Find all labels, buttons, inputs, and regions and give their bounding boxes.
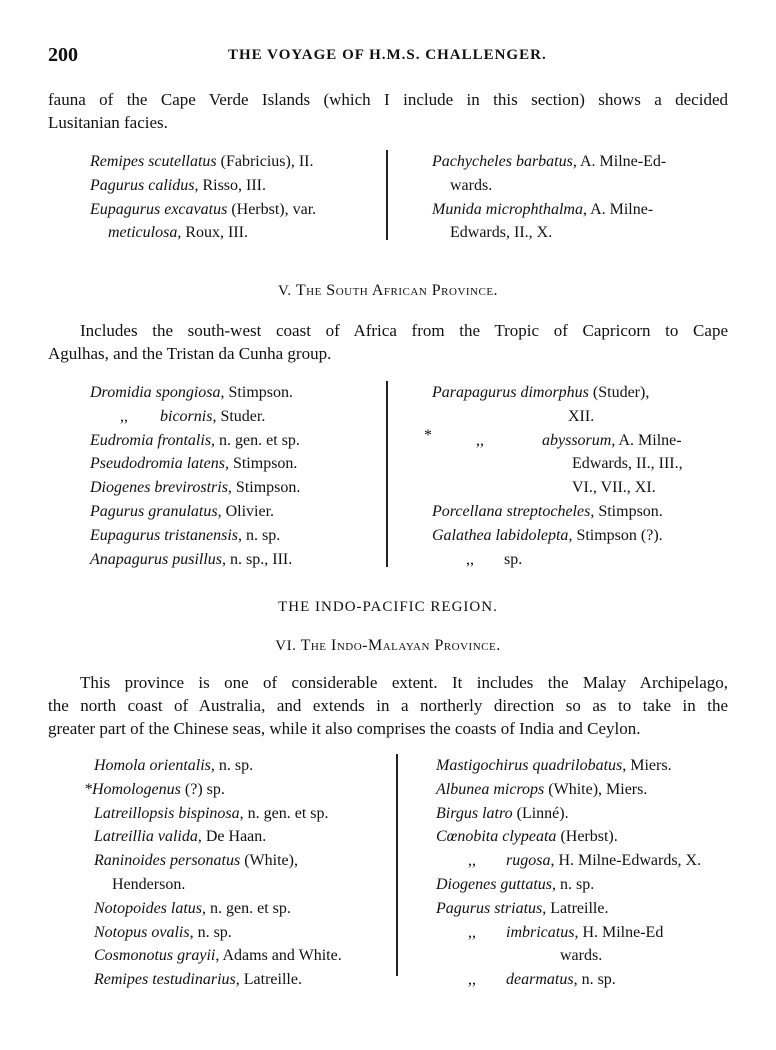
ditto-mark: ,,	[476, 431, 484, 449]
south-african-paragraph	[48, 319, 728, 365]
species-entry: Munida microphthalma, A. Milne-	[432, 200, 654, 218]
ditto-mark: ,,	[468, 971, 476, 989]
species-entry: wards.	[560, 947, 603, 965]
species-entry: Parapagurus dimorphus (Studer),	[432, 384, 650, 401]
species-entry: *Homologenus (?) sp.	[84, 780, 225, 798]
page-number: 200	[48, 44, 78, 66]
species-column-right	[436, 754, 701, 992]
section-heading-vi: VI. The Indo-Malayan Province.	[275, 637, 501, 654]
species-entry: Raninoides personatus (White),	[94, 852, 298, 870]
species-entry: Notopoides latus, n. gen. et sp.	[94, 899, 291, 917]
ditto-mark: ,,	[468, 852, 476, 870]
species-entry: Latreillia valida, De Haan.	[94, 828, 267, 846]
paragraph-line: fauna of the Cape Verde Islands (which I include in this section) shows a decided	[48, 90, 728, 109]
species-entry: Mastigochirus quadrilobatus, Miers.	[436, 757, 672, 774]
species-entry: ,, sp.	[466, 550, 523, 568]
species-entry: ,, bicornis, Studer.	[120, 407, 266, 425]
paragraph-line: greater part of the Chinese seas, while it also comprises the coasts of India and Ceylon.	[48, 719, 641, 738]
species-entry: Henderson.	[112, 875, 186, 893]
species-entry: Albunea microps (White), Miers.	[436, 780, 648, 798]
intro-paragraph	[48, 88, 728, 134]
species-list-south-african	[0, 381, 776, 571]
species-entry: Edwards, II., III.,	[572, 455, 683, 473]
species-entry: Cosmonotus grayii, Adams and White.	[94, 947, 342, 965]
species-entry: Remipes scutellatus (Fabricius), II.	[90, 153, 314, 170]
ditto-mark: ,,	[466, 550, 474, 568]
species-entry: Anapagurus pusillus, n. sp., III.	[90, 550, 293, 568]
species-entry: meticulosa, Roux, III.	[108, 224, 248, 242]
species-entry: VI., VII., XI.	[572, 479, 656, 497]
species-column-left	[90, 150, 316, 245]
column-divider	[396, 754, 398, 976]
species-entry: Pachycheles barbatus, A. Milne-Ed-	[432, 153, 667, 170]
running-title: THE VOYAGE OF H.M.S. CHALLENGER.	[228, 47, 547, 63]
species-list-indo-malayan	[0, 754, 776, 994]
species-entry: Diogenes guttatus, n. sp.	[436, 875, 595, 893]
asterisk-mark: *	[424, 427, 432, 444]
species-entry: Homola orientalis, n. sp.	[94, 757, 254, 774]
species-column-left	[84, 754, 342, 992]
species-column-right	[432, 381, 683, 571]
species-entry: Eudromia frontalis, n. gen. et sp.	[90, 431, 300, 449]
species-entry: ,, rugosa, H. Milne-Edwards, X.	[468, 852, 702, 870]
column-divider	[386, 150, 388, 240]
species-column-left	[90, 381, 300, 571]
species-entry: Cœnobita clypeata (Herbst).	[436, 828, 618, 846]
species-entry: XII.	[568, 407, 595, 425]
species-entry: ,, abyssorum, A. Milne-	[476, 431, 682, 449]
paragraph-line: Agulhas, and the Tristan da Cunha group.	[48, 344, 332, 363]
ditto-mark: ,,	[468, 923, 476, 941]
ditto-mark: ,,	[120, 407, 128, 425]
species-entry: Dromidia spongiosa, Stimpson.	[90, 384, 293, 401]
species-entry: wards.	[450, 176, 493, 194]
paragraph-line: This province is one of considerable extent. It includes the Malay Archipelago,	[80, 673, 728, 692]
species-column-right	[432, 150, 666, 245]
region-heading: THE INDO-PACIFIC REGION.	[278, 599, 498, 615]
species-entry: ,, dearmatus, n. sp.	[468, 971, 616, 989]
species-entry: Remipes testudinarius, Latreille.	[94, 971, 302, 989]
species-entry: Diogenes brevirostris, Stimpson.	[90, 479, 301, 497]
indo-malayan-paragraph	[48, 671, 728, 740]
species-entry: Pseudodromia latens, Stimpson.	[90, 455, 298, 473]
species-list-cape-verde	[0, 150, 776, 246]
section-heading-v: V. The South African Province.	[277, 282, 499, 299]
species-entry: Pagurus calidus, Risso, III.	[90, 176, 267, 194]
paragraph-line: the north coast of Australia, and extends in a northerly direction so as to take in the	[48, 696, 728, 715]
page-header	[48, 44, 728, 68]
species-entry: Eupagurus excavatus (Herbst), var.	[90, 200, 317, 218]
paragraph-line: Lusitanian facies.	[48, 113, 168, 132]
species-entry: Galathea labidolepta, Stimpson (?).	[432, 526, 663, 544]
species-entry: Latreillopsis bispinosa, n. gen. et sp.	[94, 804, 329, 822]
species-entry: Porcellana streptocheles, Stimpson.	[432, 502, 663, 520]
species-entry: Pagurus granulatus, Olivier.	[90, 502, 275, 520]
species-entry: Notopus ovalis, n. sp.	[94, 923, 232, 941]
species-entry: Pagurus striatus, Latreille.	[436, 899, 609, 917]
paragraph-line: Includes the south-west coast of Africa from the Tropic of Capricorn to Cape	[80, 321, 728, 340]
species-entry: Birgus latro (Linné).	[436, 804, 569, 822]
species-entry: Eupagurus tristanensis, n. sp.	[90, 526, 281, 544]
column-divider	[386, 381, 388, 567]
species-entry: Edwards, II., X.	[450, 224, 553, 242]
species-entry: ,, imbricatus, H. Milne-Ed	[468, 923, 664, 941]
